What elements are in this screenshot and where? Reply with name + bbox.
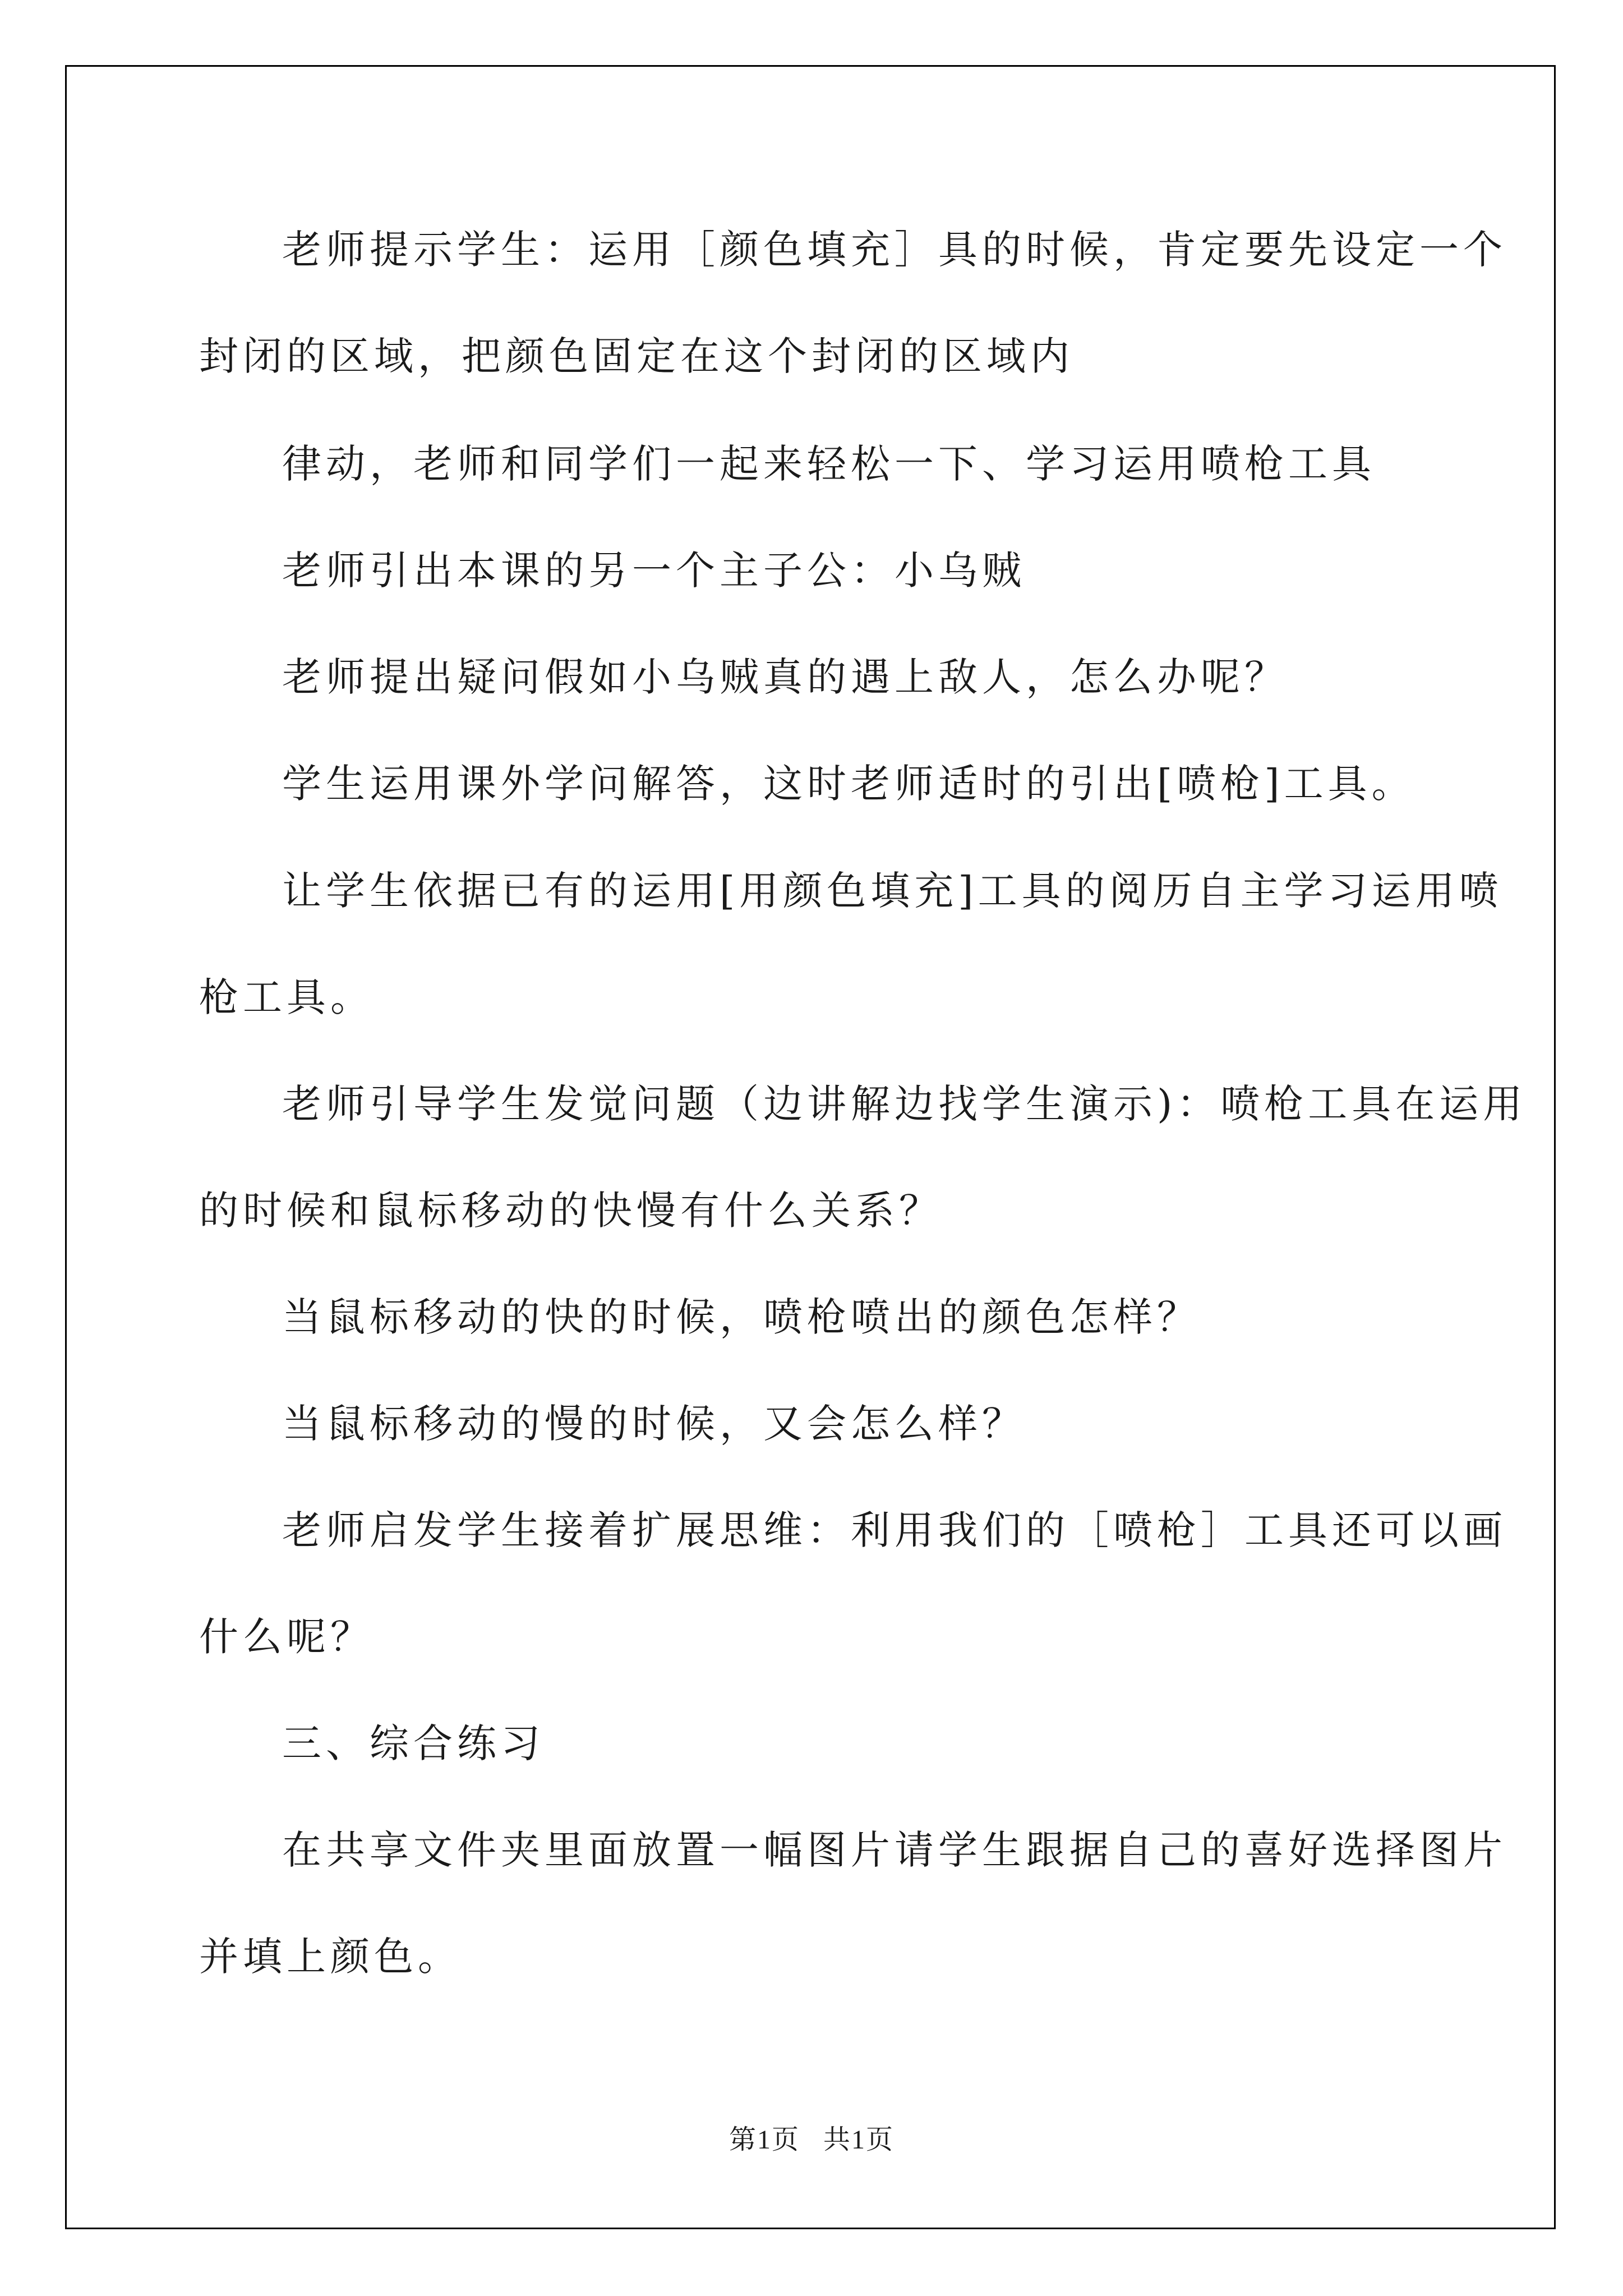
paragraph-line: 让学生依据已有的运用[用颜色填充]工具的阅历自主学习运用喷 bbox=[282, 868, 1503, 914]
paragraph-line: 并填上颜色。 bbox=[199, 1934, 462, 1980]
paragraph-line: 老师提示学生：运用［颜色填充］具的时候，肯定要先设定一个 bbox=[282, 227, 1507, 273]
paragraph-line: 当鼠标移动的慢的时候，又会怎么样？ bbox=[282, 1401, 1026, 1447]
paragraph-line: 什么呢？ bbox=[199, 1614, 374, 1660]
paragraph-line: 老师提出疑问假如小乌贼真的遇上敌人，怎么办呢？ bbox=[282, 654, 1288, 700]
paragraph-line: 老师引出本课的另一个主子公：小乌贼 bbox=[282, 547, 1026, 593]
section-heading: 三、综合练习 bbox=[282, 1720, 545, 1766]
paragraph-line: 当鼠标移动的快的时候，喷枪喷出的颜色怎样？ bbox=[282, 1294, 1201, 1340]
paragraph-line: 学生运用课外学问解答，这时老师适时的引出[喷枪]工具。 bbox=[282, 761, 1415, 807]
paragraph-line: 的时候和鼠标移动的快慢有什么关系？ bbox=[199, 1188, 943, 1234]
paragraph-line: 枪工具。 bbox=[199, 974, 374, 1020]
paragraph-line: 律动，老师和同学们一起来轻松一下、学习运用喷枪工具 bbox=[282, 441, 1376, 487]
paragraph-line: 封闭的区域，把颜色固定在这个封闭的区域内 bbox=[199, 333, 1074, 379]
paragraph-line: 在共享文件夹里面放置一幅图片请学生跟据自己的喜好选择图片 bbox=[282, 1827, 1507, 1873]
page-footer bbox=[0, 2118, 1623, 2156]
page-total: 共1页 bbox=[823, 2125, 895, 2155]
page-border bbox=[65, 65, 1556, 2229]
paragraph-line: 老师启发学生接着扩展思维：利用我们的［喷枪］工具还可以画 bbox=[282, 1507, 1507, 1553]
page-number: 第1页 bbox=[728, 2125, 800, 2155]
paragraph-line: 老师引导学生发觉问题（边讲解边找学生演示)：喷枪工具在运用 bbox=[282, 1081, 1527, 1127]
